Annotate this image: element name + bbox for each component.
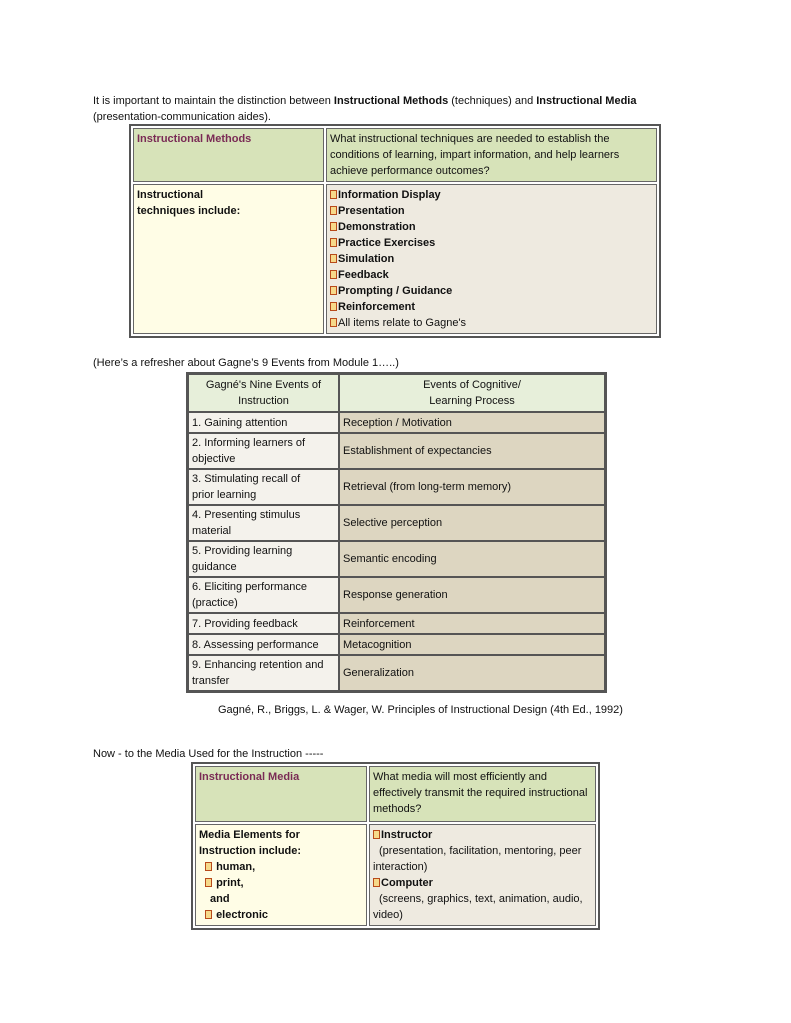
intro-methods-term: Instructional Methods bbox=[333, 95, 449, 107]
bullet-icon bbox=[330, 254, 337, 263]
media-intro-text: Now - to the Media Used for the Instruction ----- bbox=[93, 748, 324, 760]
process-cell: Response generation bbox=[339, 577, 605, 613]
methods-header-question: What instructional techniques are needed to establish the conditions of learning, impart information, and help learners achieve performance outcomes? bbox=[326, 128, 657, 182]
list-item: Computer bbox=[373, 875, 592, 891]
gagne-table bbox=[186, 372, 607, 693]
process-cell: Establishment of expectancies bbox=[339, 433, 605, 469]
event-cell: 5. Providing learning guidance bbox=[188, 541, 339, 577]
bullet-icon bbox=[330, 238, 337, 247]
bullet-icon bbox=[330, 302, 337, 311]
bullet-icon bbox=[205, 862, 212, 871]
intro-paragraph bbox=[93, 93, 637, 125]
media-header-label: Instructional Media bbox=[195, 766, 367, 822]
event-cell: 9. Enhancing retention and transfer bbox=[188, 655, 339, 691]
list-item: print, bbox=[199, 875, 363, 891]
methods-header-label: Instructional Methods bbox=[133, 128, 324, 182]
list-item: Practice Exercises bbox=[330, 235, 653, 251]
table-row bbox=[188, 505, 605, 541]
bullet-icon bbox=[330, 222, 337, 231]
process-cell: Selective perception bbox=[339, 505, 605, 541]
bullet-icon bbox=[205, 878, 212, 887]
intro-text: It is important to maintain the distinction between bbox=[93, 95, 334, 107]
list-item: All items relate to Gagne's bbox=[330, 315, 653, 331]
process-cell: Metacognition bbox=[339, 634, 605, 655]
list-item: Prompting / Guidance bbox=[330, 283, 653, 299]
table-row bbox=[188, 433, 605, 469]
list-item: Presentation bbox=[330, 203, 653, 219]
methods-list bbox=[326, 184, 657, 334]
bullet-icon bbox=[373, 878, 380, 887]
list-item: electronic bbox=[199, 907, 363, 923]
table-row bbox=[188, 613, 605, 634]
methods-table bbox=[129, 124, 661, 338]
table-row bbox=[188, 577, 605, 613]
table-row bbox=[188, 655, 605, 691]
table-row bbox=[188, 412, 605, 433]
process-cell: Generalization bbox=[339, 655, 605, 691]
media-left-label: Media Elements for Instruction include: human, print, and electronic bbox=[195, 824, 367, 926]
media-header-question: What media will most efficiently and effectively transmit the required instructional methods? bbox=[369, 766, 596, 822]
bullet-icon bbox=[330, 318, 337, 327]
bullet-icon bbox=[205, 910, 212, 919]
event-cell: 2. Informing learners of objective bbox=[188, 433, 339, 469]
media-table bbox=[191, 762, 600, 930]
event-cell: 4. Presenting stimulus material bbox=[188, 505, 339, 541]
process-cell: Reinforcement bbox=[339, 613, 605, 634]
process-cell: Semantic encoding bbox=[339, 541, 605, 577]
table-row bbox=[188, 469, 605, 505]
citation: Gagné, R., Briggs, L. & Wager, W. Principles of Instructional Design (4th Ed., 1992) bbox=[218, 704, 623, 716]
intro-media-term: Instructional Media bbox=[536, 95, 637, 107]
list-item: human, bbox=[199, 859, 363, 875]
process-cell: Reception / Motivation bbox=[339, 412, 605, 433]
bullet-icon bbox=[330, 206, 337, 215]
event-cell: 7. Providing feedback bbox=[188, 613, 339, 634]
event-cell: 6. Eliciting performance (practice) bbox=[188, 577, 339, 613]
list-item: Instructor bbox=[373, 827, 592, 843]
table-row bbox=[188, 541, 605, 577]
media-list: Instructor (presentation, facilitation, mentoring, peer interaction) Computer (screens, graphics, text, animation, audio, video) bbox=[369, 824, 596, 926]
refresher-text: (Here’s a refresher about Gagne’s 9 Events from Module 1…..) bbox=[93, 357, 399, 369]
list-item: Demonstration bbox=[330, 219, 653, 235]
event-cell: 3. Stimulating recall of prior learning bbox=[188, 469, 339, 505]
process-cell: Retrieval (from long-term memory) bbox=[339, 469, 605, 505]
intro-text: (presentation-communication aides). bbox=[93, 111, 271, 123]
gagne-col2-header: Events of Cognitive/ Learning Process bbox=[339, 374, 605, 412]
list-item: Simulation bbox=[330, 251, 653, 267]
bullet-icon bbox=[330, 286, 337, 295]
bullet-icon bbox=[373, 830, 380, 839]
bullet-icon bbox=[330, 270, 337, 279]
list-item: Information Display bbox=[330, 187, 653, 203]
list-item: Feedback bbox=[330, 267, 653, 283]
bullet-icon bbox=[330, 190, 337, 199]
methods-left-label: Instructional techniques include: bbox=[133, 184, 324, 334]
event-cell: 1. Gaining attention bbox=[188, 412, 339, 433]
intro-text: (techniques) and bbox=[448, 95, 537, 107]
list-item: Reinforcement bbox=[330, 299, 653, 315]
gagne-col1-header: Gagné's Nine Events of Instruction bbox=[188, 374, 339, 412]
event-cell: 8. Assessing performance bbox=[188, 634, 339, 655]
table-row bbox=[188, 634, 605, 655]
